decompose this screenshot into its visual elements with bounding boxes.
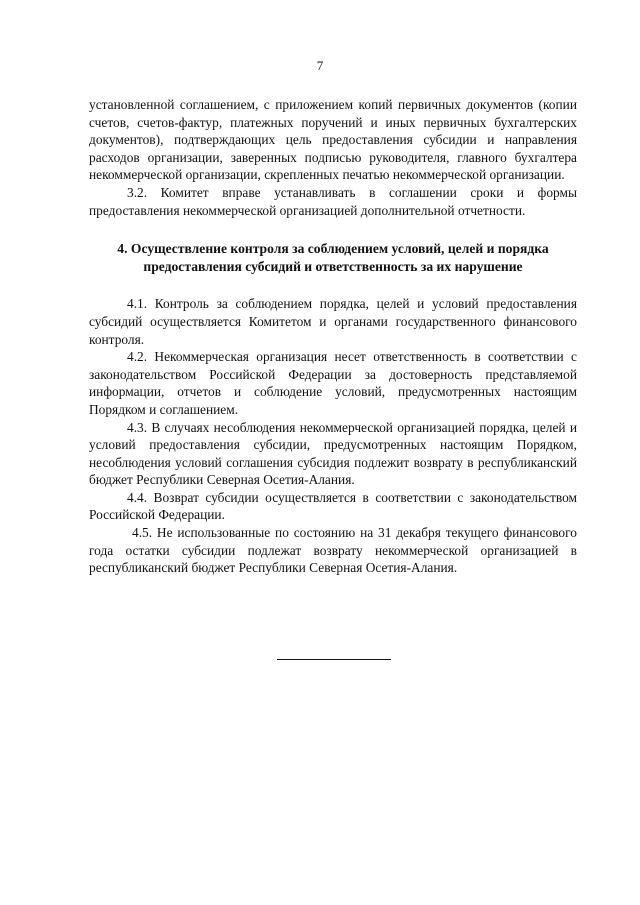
page-number: 7 [316,58,324,73]
paragraph-3-2: 3.2. Комитет вправе устанавливать в соглашении сроки и формы предоставления некоммерческой организацией дополнительной отчетности. [89,184,577,218]
paragraph-4-5: 4.5. Не использованные по состоянию на 31 декабря текущего финансового года остатки субсидии подлежат возврату некоммерческой организацией в республиканский бюджет Республики Северная Осетия-Алания. [89,525,577,576]
paragraph-4-2: 4.2. Некоммерческая организация несет ответственность в соответствии с законодательством Российской Федерации за достоверность представляемой информации, отчетов и соблюдение условий, предусмотренных настоящим Порядком и соглашением. [89,349,577,417]
paragraph-4-1: 4.1. Контроль за соблюдением порядка, целей и условий предоставления субсидий осуществляется Комитетом и органами государственного финансового контроля. [89,296,577,347]
paragraph-4-3: 4.3. В случаях несоблюдения некоммерческой организацией порядка, целей и условий предоставления субсидии, предусмотренных настоящим Порядком, несоблюдения условий соглашения субсидия подлежит возврату в республиканский бюджет Республики Северная Осетия-Алания. [89,419,577,488]
document-body [89,96,577,577]
paragraph-4-4: 4.4. Возврат субсидии осуществляется в соответствии с законодательством Российской Федерации. [89,489,577,523]
end-separator-line [277,659,391,660]
section-heading: 4. Осуществление контроля за соблюдением условий, целей и порядка предоставления субсидий и ответственность за их нарушение [117,241,549,274]
paragraph-continuation: установленной соглашением, с приложением копий первичных документов (копии счетов, счетов-фактур, платежных поручений и иных первичных бухгалтерских документов), подтверждающих цель предоставления субсидии и направления расходов организации, заверенных подписью руководителя, главного бухгалтера некоммерческой организации, скрепленных печатью некоммерческой организации. [89,97,577,183]
